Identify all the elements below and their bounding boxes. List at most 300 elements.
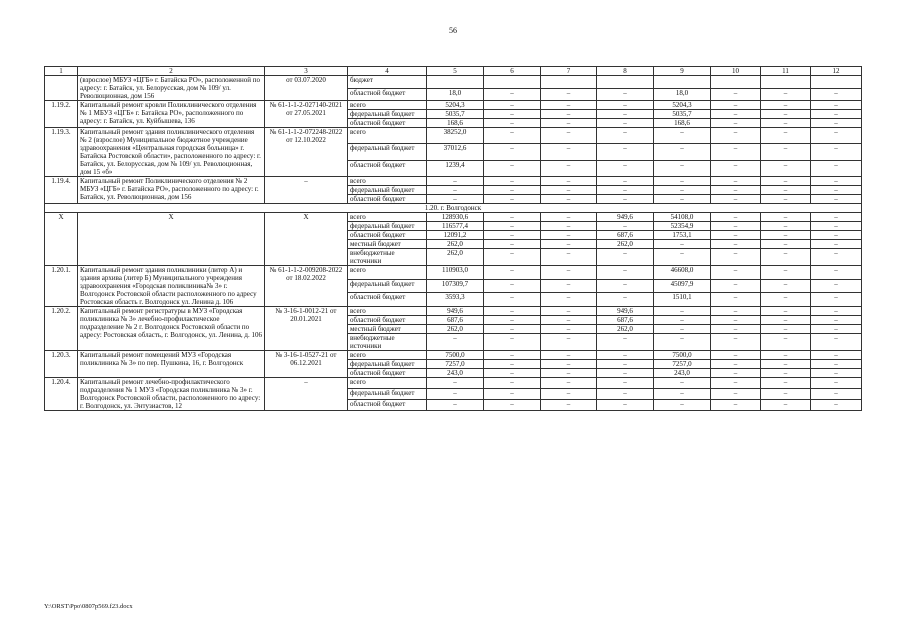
amount-cell: 687,6 — [597, 316, 654, 325]
funding-source: федеральный бюджет — [348, 279, 427, 293]
amount-cell: – — [484, 101, 541, 110]
amount-cell: – — [711, 88, 761, 101]
amount-cell: – — [761, 351, 811, 360]
item-name: Капитальный ремонт здания поликлиники (литер А) и здания архива (литер Б) Муниципального учреждения здравоохранения «Городская поликлиника№ 3» г. Волгодонск Ростовской области расположенного по адресу Ростовская область г. Волгодонск ул. Ленина д. 106 — [78, 266, 265, 307]
amount-cell: – — [811, 316, 862, 325]
funding-source: федеральный бюджет — [348, 144, 427, 160]
item-number: 1.20.4. — [45, 378, 78, 411]
amount-cell: – — [811, 186, 862, 195]
funding-source: областной бюджет — [348, 316, 427, 325]
amount-cell: 52354,9 — [654, 222, 711, 231]
amount-cell: 110903,0 — [427, 266, 484, 280]
amount-cell: – — [541, 186, 597, 195]
amount-cell: – — [654, 186, 711, 195]
item-name: Капитальный ремонт лечебно-профилактического подразделения № 1 МУЗ «Городская поликлиника № 3» г. Волгодонск Ростовской области, расположенного по адресу: г. Волгодонск, ул. Энтузиастов, 12 — [78, 378, 265, 411]
col-header: 10 — [711, 67, 761, 76]
item-document: № 61-1-1-2-027140-2021 от 27.05.2021 — [265, 101, 348, 128]
amount-cell: 12091,2 — [427, 231, 484, 240]
item-name: Капитальный ремонт регистратуры в МУЗ «Городская поликлиника № 3» лечебно-профилактическое подразделение № 2 г. Волгодонск Ростовской области по адресу: Ростовская область, г. Волгодонск, ул. Ленина, д. 106 — [78, 307, 265, 351]
col-header: 4 — [348, 67, 427, 76]
amount-cell: – — [484, 369, 541, 378]
amount-cell — [711, 76, 761, 89]
amount-cell: – — [597, 266, 654, 280]
amount-cell: – — [541, 307, 597, 316]
amount-cell: 168,6 — [654, 119, 711, 128]
amount-cell — [811, 76, 862, 89]
amount-cell: – — [654, 144, 711, 160]
item-number — [45, 76, 78, 101]
amount-cell: – — [711, 177, 761, 186]
column-number-row — [45, 67, 862, 76]
amount-cell: 7257,0 — [427, 360, 484, 369]
amount-cell: – — [811, 266, 862, 280]
amount-cell: – — [541, 325, 597, 334]
amount-cell: – — [484, 316, 541, 325]
amount-cell: – — [427, 334, 484, 351]
amount-cell: – — [711, 222, 761, 231]
col-header: 3 — [265, 67, 348, 76]
amount-cell: – — [541, 101, 597, 110]
col-header: 7 — [541, 67, 597, 76]
funding-source: местный бюджет — [348, 325, 427, 334]
amount-cell: – — [484, 389, 541, 400]
amount-cell: – — [541, 389, 597, 400]
item-number: 1.20.1. — [45, 266, 78, 307]
amount-cell: – — [761, 160, 811, 176]
amount-cell: – — [761, 378, 811, 389]
funding-source: всего — [348, 307, 427, 316]
amount-cell: – — [541, 119, 597, 128]
amount-cell: 262,0 — [597, 325, 654, 334]
amount-cell: – — [484, 334, 541, 351]
amount-cell: – — [427, 389, 484, 400]
funding-source: федеральный бюджет — [348, 186, 427, 195]
item-name: Капитальный ремонт здания поликлинического отделения № 2 (взрослое) Муниципальное бюджетное учреждение здравоохранения «Центральная городская больница» г. Батайска Ростовской области», расположенного по адресу: г. Батайск, ул. Белорусская, дом № 109/ ул. Революционная, дом 15 «б» — [78, 128, 265, 177]
amount-cell: – — [541, 316, 597, 325]
amount-cell: – — [711, 249, 761, 266]
amount-cell: – — [711, 144, 761, 160]
amount-cell: – — [711, 378, 761, 389]
amount-cell: – — [484, 360, 541, 369]
amount-cell: – — [484, 186, 541, 195]
amount-cell: – — [711, 110, 761, 119]
table-row — [45, 213, 862, 222]
amount-cell — [597, 76, 654, 89]
amount-cell: – — [761, 369, 811, 378]
amount-cell: – — [711, 119, 761, 128]
amount-cell: – — [761, 316, 811, 325]
amount-cell: – — [484, 144, 541, 160]
amount-cell: – — [711, 213, 761, 222]
amount-cell — [541, 76, 597, 89]
funding-source: федеральный бюджет — [348, 360, 427, 369]
amount-cell: – — [654, 177, 711, 186]
amount-cell: – — [541, 369, 597, 378]
item-number: 1.19.2. — [45, 101, 78, 128]
col-header: 1 — [45, 67, 78, 76]
amount-cell: – — [711, 128, 761, 144]
item-document: Х — [265, 213, 348, 266]
amount-cell: – — [654, 325, 711, 334]
amount-cell: – — [811, 88, 862, 101]
amount-cell — [761, 76, 811, 89]
amount-cell: – — [654, 316, 711, 325]
amount-cell: – — [427, 195, 484, 204]
amount-cell: – — [811, 144, 862, 160]
funding-source: федеральный бюджет — [348, 110, 427, 119]
amount-cell: – — [761, 110, 811, 119]
file-path-footer: Y:\ORST\Ppo\0807p569.f23.docx — [44, 603, 133, 610]
amount-cell: 5204,3 — [654, 101, 711, 110]
amount-cell: – — [761, 266, 811, 280]
amount-cell: – — [811, 334, 862, 351]
amount-cell: – — [541, 231, 597, 240]
amount-cell: – — [761, 231, 811, 240]
table-row — [45, 378, 862, 389]
item-document: – — [265, 177, 348, 204]
amount-cell: 1510,1 — [654, 293, 711, 307]
amount-cell: – — [811, 378, 862, 389]
amount-cell: 262,0 — [427, 325, 484, 334]
amount-cell: 7500,0 — [427, 351, 484, 360]
amount-cell: – — [427, 378, 484, 389]
col-header: 8 — [597, 67, 654, 76]
amount-cell: – — [811, 325, 862, 334]
amount-cell: 107309,7 — [427, 279, 484, 293]
amount-cell: – — [597, 378, 654, 389]
funding-source: внебюджетные источники — [348, 249, 427, 266]
amount-cell: – — [484, 400, 541, 411]
amount-cell: 949,6 — [597, 213, 654, 222]
amount-cell: – — [597, 360, 654, 369]
amount-cell: – — [541, 222, 597, 231]
table-row — [45, 101, 862, 110]
amount-cell: – — [654, 160, 711, 176]
amount-cell: – — [761, 293, 811, 307]
amount-cell: – — [811, 101, 862, 110]
amount-cell: – — [597, 195, 654, 204]
amount-cell: – — [654, 307, 711, 316]
amount-cell: – — [654, 389, 711, 400]
amount-cell: – — [711, 334, 761, 351]
amount-cell: – — [761, 389, 811, 400]
amount-cell: 18,0 — [427, 88, 484, 101]
section-row — [45, 204, 862, 213]
amount-cell: – — [541, 195, 597, 204]
amount-cell: – — [484, 351, 541, 360]
amount-cell: – — [711, 360, 761, 369]
amount-cell: – — [541, 249, 597, 266]
amount-cell: 687,6 — [427, 316, 484, 325]
amount-cell: 5035,7 — [654, 110, 711, 119]
amount-cell: 262,0 — [427, 240, 484, 249]
amount-cell: – — [711, 316, 761, 325]
amount-cell: – — [597, 293, 654, 307]
amount-cell: – — [711, 325, 761, 334]
amount-cell: – — [761, 213, 811, 222]
amount-cell: – — [427, 186, 484, 195]
amount-cell: – — [811, 240, 862, 249]
amount-cell: – — [761, 240, 811, 249]
item-name: Капитальный ремонт помещений МУЗ «Городская поликлиника № 3» по пер. Пушкина, 16, г. Волгодонск — [78, 351, 265, 378]
amount-cell: – — [811, 307, 862, 316]
amount-cell: – — [541, 128, 597, 144]
amount-cell: – — [541, 378, 597, 389]
amount-cell: – — [597, 389, 654, 400]
amount-cell: – — [654, 249, 711, 266]
amount-cell: – — [484, 231, 541, 240]
amount-cell: – — [761, 307, 811, 316]
amount-cell: – — [597, 186, 654, 195]
amount-cell: – — [597, 279, 654, 293]
amount-cell: – — [761, 186, 811, 195]
funding-source: местный бюджет — [348, 240, 427, 249]
col-header: 9 — [654, 67, 711, 76]
amount-cell: – — [811, 389, 862, 400]
amount-cell: 168,6 — [427, 119, 484, 128]
amount-cell: 128930,6 — [427, 213, 484, 222]
table-row — [45, 177, 862, 186]
amount-cell: – — [484, 110, 541, 119]
amount-cell: – — [811, 293, 862, 307]
amount-cell: – — [711, 369, 761, 378]
amount-cell — [427, 76, 484, 89]
table-row — [45, 266, 862, 280]
amount-cell: – — [484, 266, 541, 280]
amount-cell: – — [541, 213, 597, 222]
amount-cell: – — [811, 160, 862, 176]
amount-cell: – — [597, 222, 654, 231]
amount-cell: 949,6 — [427, 307, 484, 316]
amount-cell: – — [811, 400, 862, 411]
funding-source: всего — [348, 266, 427, 280]
amount-cell: – — [811, 177, 862, 186]
amount-cell: – — [711, 231, 761, 240]
col-header: 5 — [427, 67, 484, 76]
amount-cell: – — [654, 400, 711, 411]
amount-cell: – — [597, 88, 654, 101]
funding-source: областной бюджет — [348, 400, 427, 411]
amount-cell: – — [711, 195, 761, 204]
amount-cell: – — [484, 293, 541, 307]
item-name: Капитальный ремонт Поликлинического отделения № 2 МБУЗ «ЦГБ» г. Батайска РО», расположенного по адресу: г. Батайск, ул. Революционная, дом 156 — [78, 177, 265, 204]
amount-cell: 18,0 — [654, 88, 711, 101]
amount-cell: 3593,3 — [427, 293, 484, 307]
amount-cell: – — [484, 240, 541, 249]
amount-cell: – — [541, 240, 597, 249]
budget-table — [44, 66, 862, 411]
amount-cell: – — [761, 88, 811, 101]
funding-source: федеральный бюджет — [348, 389, 427, 400]
amount-cell: – — [484, 378, 541, 389]
amount-cell: – — [711, 307, 761, 316]
amount-cell: – — [484, 222, 541, 231]
amount-cell: 243,0 — [654, 369, 711, 378]
amount-cell: – — [711, 266, 761, 280]
amount-cell: – — [761, 222, 811, 231]
amount-cell: – — [761, 279, 811, 293]
amount-cell: – — [484, 160, 541, 176]
amount-cell: – — [484, 177, 541, 186]
amount-cell: – — [811, 360, 862, 369]
amount-cell: – — [811, 351, 862, 360]
amount-cell — [654, 76, 711, 89]
funding-source: областной бюджет — [348, 88, 427, 101]
item-number: Х — [45, 213, 78, 266]
amount-cell: – — [541, 293, 597, 307]
amount-cell: – — [541, 160, 597, 176]
funding-source: всего — [348, 128, 427, 144]
item-document: № 61-1-1-2-072248-2022 от 12.10.2022 — [265, 128, 348, 177]
item-document: – — [265, 378, 348, 411]
amount-cell: – — [597, 400, 654, 411]
amount-cell: 1239,4 — [427, 160, 484, 176]
amount-cell: – — [541, 279, 597, 293]
amount-cell: – — [654, 378, 711, 389]
amount-cell: 949,6 — [597, 307, 654, 316]
amount-cell: 7500,0 — [654, 351, 711, 360]
funding-source: всего — [348, 351, 427, 360]
amount-cell: – — [761, 195, 811, 204]
amount-cell: 5204,3 — [427, 101, 484, 110]
amount-cell: – — [597, 351, 654, 360]
amount-cell: – — [811, 279, 862, 293]
amount-cell: – — [711, 389, 761, 400]
amount-cell: – — [711, 351, 761, 360]
amount-cell: – — [427, 400, 484, 411]
amount-cell: 45097,9 — [654, 279, 711, 293]
funding-source: внебюджетные источники — [348, 334, 427, 351]
amount-cell: – — [711, 293, 761, 307]
item-number: 1.20.2. — [45, 307, 78, 351]
amount-cell: – — [484, 88, 541, 101]
funding-source: областной бюджет — [348, 293, 427, 307]
amount-cell: – — [711, 279, 761, 293]
amount-cell: – — [654, 128, 711, 144]
amount-cell: – — [711, 240, 761, 249]
amount-cell: – — [811, 213, 862, 222]
amount-cell: – — [541, 360, 597, 369]
amount-cell: – — [541, 334, 597, 351]
amount-cell: – — [761, 400, 811, 411]
amount-cell: – — [597, 144, 654, 160]
page-number: 56 — [449, 26, 457, 35]
amount-cell: 46608,0 — [654, 266, 711, 280]
funding-source: бюджет — [348, 76, 427, 89]
amount-cell: – — [597, 110, 654, 119]
table-row — [45, 76, 862, 89]
amount-cell: – — [541, 144, 597, 160]
item-document: № 3-16-1-0527-21 от 06.12.2021 — [265, 351, 348, 378]
amount-cell: – — [597, 119, 654, 128]
item-document: № 61-1-1-2-009208-2022 от 18.02.2022 — [265, 266, 348, 307]
funding-source: всего — [348, 177, 427, 186]
amount-cell: 687,6 — [597, 231, 654, 240]
table-row — [45, 351, 862, 360]
amount-cell: – — [484, 195, 541, 204]
amount-cell: – — [811, 110, 862, 119]
amount-cell: – — [541, 110, 597, 119]
amount-cell: – — [761, 249, 811, 266]
amount-cell: – — [654, 334, 711, 351]
amount-cell — [484, 76, 541, 89]
amount-cell: – — [541, 351, 597, 360]
amount-cell: – — [484, 325, 541, 334]
amount-cell: – — [541, 266, 597, 280]
funding-source: областной бюджет — [348, 195, 427, 204]
funding-source: федеральный бюджет — [348, 222, 427, 231]
amount-cell: – — [541, 177, 597, 186]
funding-source: областной бюджет — [348, 369, 427, 378]
amount-cell: – — [484, 128, 541, 144]
amount-cell: – — [711, 101, 761, 110]
item-number: 1.19.3. — [45, 128, 78, 177]
amount-cell: – — [597, 369, 654, 378]
amount-cell: – — [654, 195, 711, 204]
amount-cell: – — [654, 240, 711, 249]
amount-cell: 5035,7 — [427, 110, 484, 119]
amount-cell: – — [811, 231, 862, 240]
amount-cell: – — [811, 249, 862, 266]
amount-cell: – — [484, 249, 541, 266]
amount-cell: – — [761, 360, 811, 369]
amount-cell: – — [541, 88, 597, 101]
table-row — [45, 128, 862, 144]
col-header: 2 — [78, 67, 265, 76]
amount-cell: – — [484, 307, 541, 316]
amount-cell: – — [597, 128, 654, 144]
funding-source: областной бюджет — [348, 160, 427, 176]
amount-cell: – — [761, 325, 811, 334]
amount-cell: 116577,4 — [427, 222, 484, 231]
amount-cell: 243,0 — [427, 369, 484, 378]
amount-cell: 7257,0 — [654, 360, 711, 369]
amount-cell: – — [597, 177, 654, 186]
amount-cell: 1753,1 — [654, 231, 711, 240]
amount-cell: – — [597, 160, 654, 176]
amount-cell: – — [484, 279, 541, 293]
amount-cell: – — [761, 101, 811, 110]
amount-cell: – — [484, 213, 541, 222]
amount-cell: – — [761, 177, 811, 186]
amount-cell: – — [811, 195, 862, 204]
funding-source: областной бюджет — [348, 231, 427, 240]
amount-cell: 38252,0 — [427, 128, 484, 144]
item-number: 1.20.3. — [45, 351, 78, 378]
amount-cell: 37012,6 — [427, 144, 484, 160]
amount-cell: – — [811, 222, 862, 231]
amount-cell: – — [811, 128, 862, 144]
item-document: № 3-16-1-0012-21 от 20.01.2021 — [265, 307, 348, 351]
amount-cell: – — [541, 400, 597, 411]
amount-cell: 54108,0 — [654, 213, 711, 222]
funding-source: всего — [348, 101, 427, 110]
amount-cell: – — [711, 186, 761, 195]
funding-source: всего — [348, 213, 427, 222]
amount-cell: – — [761, 144, 811, 160]
item-name: Х — [78, 213, 265, 266]
amount-cell: – — [597, 249, 654, 266]
table-row — [45, 307, 862, 316]
amount-cell: – — [761, 128, 811, 144]
col-header: 11 — [761, 67, 811, 76]
table-body — [45, 67, 862, 411]
amount-cell: – — [597, 101, 654, 110]
item-name: (взрослое) МБУЗ «ЦГБ» г. Батайска РО», расположенной по адресу: г. Батайск, ул. Белорусская, дом № 109/ ул. Революционная, дом 156 — [78, 76, 265, 101]
section-title: 1.20. г. Волгодонск — [45, 204, 862, 213]
amount-cell: – — [811, 119, 862, 128]
amount-cell: – — [711, 400, 761, 411]
